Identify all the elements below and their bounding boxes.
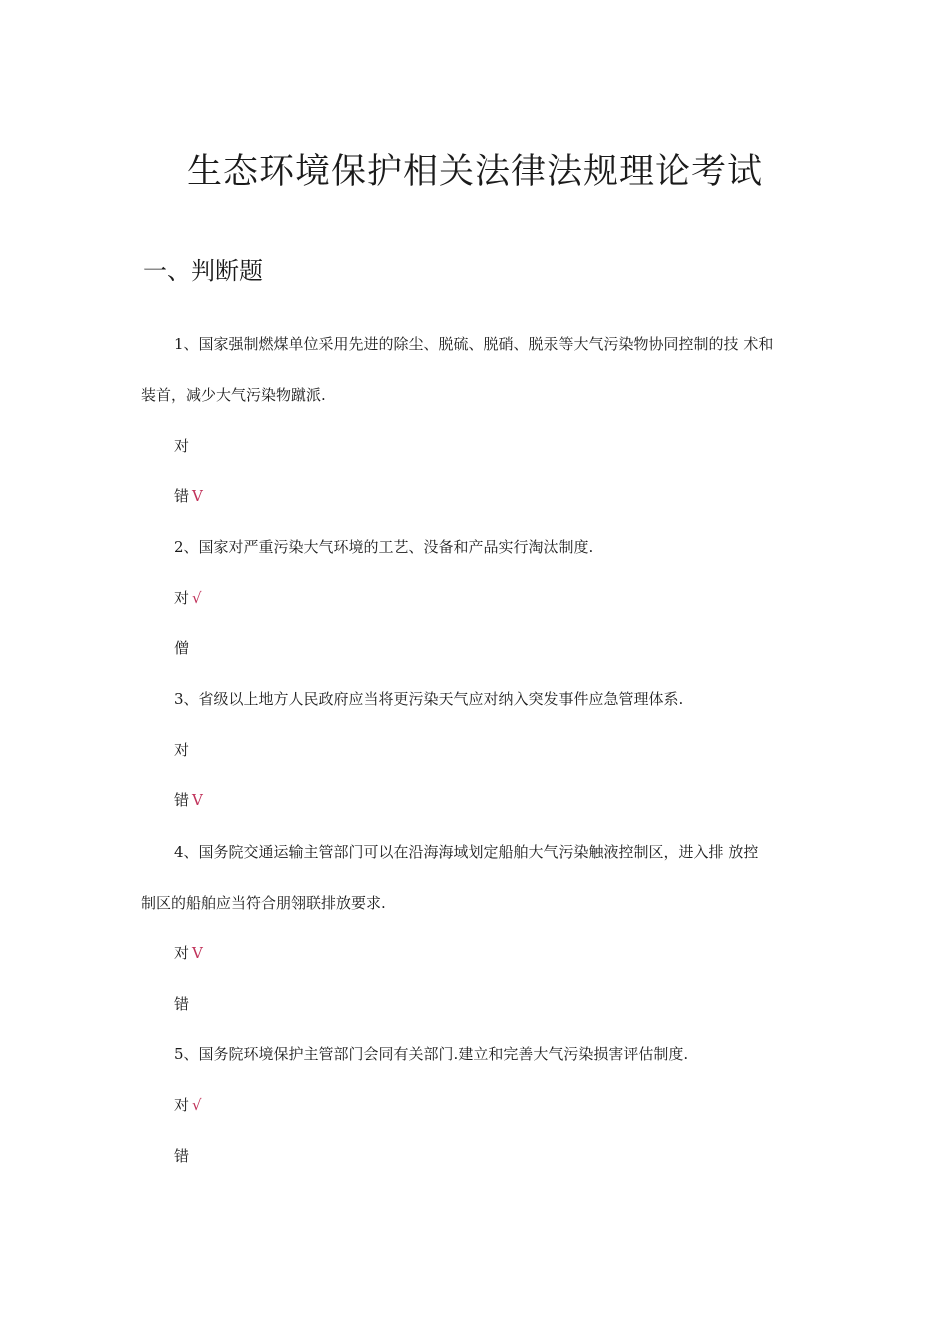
question-1-text-line2: 装首，减少大气污染物蹴派. <box>141 386 326 404</box>
question-2-option-b <box>174 638 192 658</box>
question-5-option-a <box>174 1095 202 1115</box>
document-title: 生态环境保护相关法律法规理论考试 <box>186 152 763 192</box>
question-4-option-b <box>174 994 192 1014</box>
question-4-text-line1: 4、国务院交通运输主管部门可以在沿海海域划定船舶大气污染触液控制区，进入排 放控 <box>174 843 759 861</box>
option-label: 错 <box>174 1147 190 1165</box>
option-label: 错 <box>174 487 190 505</box>
question-1-text-line1: 1、国家强制燃煤单位采用先进的除尘、脱硫、脱硝、脱汞等大气污染物协同控制的技 术和 <box>174 335 774 353</box>
option-label: 错 <box>174 791 190 809</box>
answer-mark: V <box>192 487 203 505</box>
answer-mark: √ <box>192 1096 202 1114</box>
question-3-text-line1: 3、省级以上地方人民政府应当将更污染天气应对纳入突发事件应急管理体系. <box>174 690 684 708</box>
question-4-option-a <box>174 943 203 963</box>
question-2-text-line1: 2、国家对严重污染大气环境的工艺、没备和产品实行淘汰制度. <box>174 538 594 556</box>
option-label: 对 <box>174 741 190 759</box>
answer-mark: √ <box>192 589 202 607</box>
option-label: 僧 <box>174 639 190 657</box>
section-heading: 一、判断题 <box>143 257 263 285</box>
answer-mark: V <box>192 944 203 962</box>
option-label: 错 <box>174 995 190 1013</box>
option-label: 对 <box>174 437 190 455</box>
question-1-option-a <box>174 436 192 456</box>
option-label: 对 <box>174 589 190 607</box>
question-2-option-a <box>174 588 202 608</box>
option-label: 对 <box>174 1096 190 1114</box>
question-1-option-b <box>174 486 203 506</box>
question-3-option-b <box>174 790 203 810</box>
answer-mark: V <box>192 791 203 809</box>
question-5-text-line1: 5、国务院环境保护主管部门会同有关部门.建立和完善大气污染损害评估制度. <box>174 1045 689 1063</box>
question-3-option-a <box>174 740 192 760</box>
option-label: 对 <box>174 944 190 962</box>
question-4-text-line2: 制区的船舶应当符合朋翎联排放要求. <box>141 894 386 912</box>
question-5-option-b <box>174 1146 192 1166</box>
